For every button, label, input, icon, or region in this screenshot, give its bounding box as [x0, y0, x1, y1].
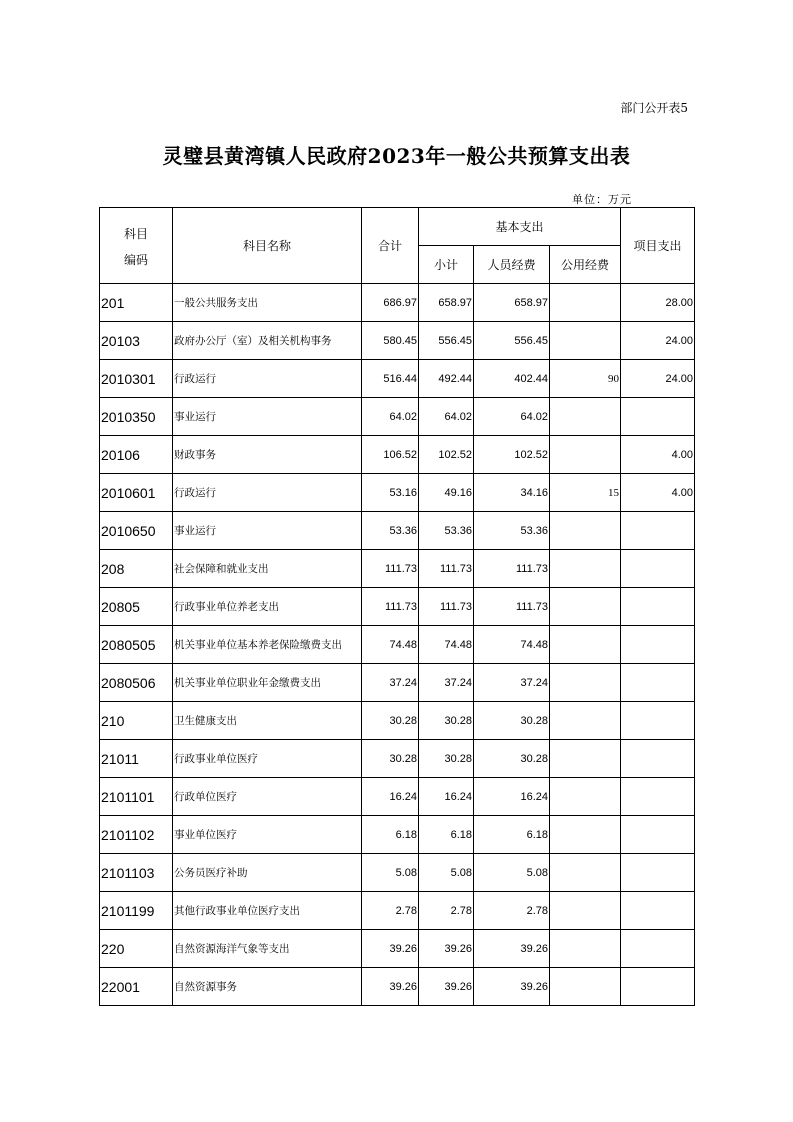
- cell-project: 24.00: [621, 322, 695, 360]
- cell-personnel: 102.52: [474, 436, 550, 474]
- cell-subtotal: 5.08: [419, 854, 474, 892]
- table-row: [100, 968, 695, 1006]
- cell-total: 39.26: [362, 968, 419, 1006]
- cell-project: [621, 854, 695, 892]
- cell-subtotal: 111.73: [419, 588, 474, 626]
- cell-project: [621, 588, 695, 626]
- cell-total: 74.48: [362, 626, 419, 664]
- cell-project: [621, 740, 695, 778]
- cell-total: 2.78: [362, 892, 419, 930]
- cell-code: 2010601: [100, 474, 173, 512]
- cell-name: 公务员医疗补助: [173, 854, 362, 892]
- cell-public: [550, 588, 621, 626]
- cell-code: 20805: [100, 588, 173, 626]
- table-row: [100, 854, 695, 892]
- header-code-line2: 编码: [123, 252, 148, 267]
- cell-public: [550, 322, 621, 360]
- cell-name: 财政事务: [173, 436, 362, 474]
- page-title: 灵璧县黄湾镇人民政府2023年一般公共预算支出表: [162, 144, 631, 168]
- cell-name: 事业单位医疗: [173, 816, 362, 854]
- table-row: [100, 436, 695, 474]
- header-code-line1: 科目: [123, 226, 148, 241]
- cell-subtotal: 658.97: [419, 284, 474, 322]
- cell-subtotal: 74.48: [419, 626, 474, 664]
- cell-code: 2010650: [100, 512, 173, 550]
- cell-name: 事业运行: [173, 512, 362, 550]
- cell-personnel: 111.73: [474, 550, 550, 588]
- cell-code: 220: [100, 930, 173, 968]
- cell-personnel: 39.26: [474, 930, 550, 968]
- cell-personnel: 37.24: [474, 664, 550, 702]
- cell-subtotal: 37.24: [419, 664, 474, 702]
- cell-public: [550, 512, 621, 550]
- cell-public: [550, 778, 621, 816]
- table-tag: 部门公开表5: [620, 101, 688, 115]
- cell-total: 53.36: [362, 512, 419, 550]
- cell-code: 2101103: [100, 854, 173, 892]
- cell-public: [550, 854, 621, 892]
- cell-personnel: 556.45: [474, 322, 550, 360]
- cell-code: 20106: [100, 436, 173, 474]
- cell-public: [550, 892, 621, 930]
- cell-total: 111.73: [362, 588, 419, 626]
- cell-code: 20103: [100, 322, 173, 360]
- budget-table: [99, 207, 695, 1006]
- cell-public: [550, 664, 621, 702]
- cell-public: 15: [550, 474, 621, 512]
- cell-name: 自然资源事务: [173, 968, 362, 1006]
- cell-project: [621, 398, 695, 436]
- cell-subtotal: 39.26: [419, 930, 474, 968]
- header-basic: 基本支出: [419, 208, 621, 246]
- cell-project: [621, 702, 695, 740]
- cell-project: [621, 930, 695, 968]
- cell-name: 行政运行: [173, 474, 362, 512]
- cell-project: 24.00: [621, 360, 695, 398]
- cell-public: [550, 930, 621, 968]
- cell-name: 机关事业单位基本养老保险缴费支出: [173, 626, 362, 664]
- cell-personnel: 402.44: [474, 360, 550, 398]
- cell-total: 37.24: [362, 664, 419, 702]
- cell-personnel: 111.73: [474, 588, 550, 626]
- cell-code: 2080506: [100, 664, 173, 702]
- cell-code: 210: [100, 702, 173, 740]
- cell-project: [621, 892, 695, 930]
- cell-personnel: 74.48: [474, 626, 550, 664]
- cell-total: 30.28: [362, 702, 419, 740]
- cell-project: [621, 778, 695, 816]
- header-total: 合计: [362, 208, 419, 284]
- table-row: [100, 626, 695, 664]
- cell-public: [550, 702, 621, 740]
- cell-personnel: 5.08: [474, 854, 550, 892]
- header-subtotal: 小计: [419, 246, 474, 284]
- header-name: 科目名称: [173, 208, 362, 284]
- table-row: [100, 360, 695, 398]
- cell-code: 208: [100, 550, 173, 588]
- cell-name: 卫生健康支出: [173, 702, 362, 740]
- cell-code: 21011: [100, 740, 173, 778]
- cell-subtotal: 111.73: [419, 550, 474, 588]
- cell-project: [621, 816, 695, 854]
- cell-subtotal: 16.24: [419, 778, 474, 816]
- cell-public: [550, 284, 621, 322]
- cell-total: 686.97: [362, 284, 419, 322]
- cell-project: [621, 626, 695, 664]
- cell-personnel: 30.28: [474, 702, 550, 740]
- cell-total: 106.52: [362, 436, 419, 474]
- cell-name: 政府办公厅（室）及相关机构事务: [173, 322, 362, 360]
- cell-subtotal: 556.45: [419, 322, 474, 360]
- cell-personnel: 6.18: [474, 816, 550, 854]
- cell-subtotal: 53.36: [419, 512, 474, 550]
- cell-subtotal: 49.16: [419, 474, 474, 512]
- cell-name: 行政事业单位医疗: [173, 740, 362, 778]
- cell-total: 39.26: [362, 930, 419, 968]
- table-row: [100, 322, 695, 360]
- cell-code: 2101101: [100, 778, 173, 816]
- table-row: [100, 892, 695, 930]
- cell-code: 2101102: [100, 816, 173, 854]
- header-code: [100, 208, 173, 284]
- cell-name: 行政单位医疗: [173, 778, 362, 816]
- table-row: [100, 930, 695, 968]
- cell-public: [550, 816, 621, 854]
- cell-project: 4.00: [621, 436, 695, 474]
- table-row: [100, 284, 695, 322]
- cell-code: 2101199: [100, 892, 173, 930]
- cell-name: 行政运行: [173, 360, 362, 398]
- cell-code: 2010350: [100, 398, 173, 436]
- header-personnel: 人员经费: [474, 246, 550, 284]
- cell-total: 16.24: [362, 778, 419, 816]
- cell-project: [621, 512, 695, 550]
- cell-total: 6.18: [362, 816, 419, 854]
- cell-public: [550, 740, 621, 778]
- cell-total: 5.08: [362, 854, 419, 892]
- cell-personnel: 34.16: [474, 474, 550, 512]
- cell-public: [550, 968, 621, 1006]
- cell-name: 社会保障和就业支出: [173, 550, 362, 588]
- table-row: [100, 740, 695, 778]
- cell-project: [621, 664, 695, 702]
- table-row: [100, 816, 695, 854]
- cell-personnel: 53.36: [474, 512, 550, 550]
- cell-name: 其他行政事业单位医疗支出: [173, 892, 362, 930]
- cell-code: 22001: [100, 968, 173, 1006]
- cell-public: [550, 550, 621, 588]
- cell-personnel: 658.97: [474, 284, 550, 322]
- cell-total: 64.02: [362, 398, 419, 436]
- cell-subtotal: 6.18: [419, 816, 474, 854]
- cell-subtotal: 102.52: [419, 436, 474, 474]
- unit-label: 单位：万元: [572, 193, 632, 206]
- cell-subtotal: 30.28: [419, 740, 474, 778]
- table-row: [100, 702, 695, 740]
- cell-code: 2080505: [100, 626, 173, 664]
- cell-project: [621, 550, 695, 588]
- cell-subtotal: 39.26: [419, 968, 474, 1006]
- cell-subtotal: 2.78: [419, 892, 474, 930]
- cell-project: 28.00: [621, 284, 695, 322]
- cell-total: 111.73: [362, 550, 419, 588]
- cell-total: 516.44: [362, 360, 419, 398]
- cell-name: 机关事业单位职业年金缴费支出: [173, 664, 362, 702]
- table-row: [100, 664, 695, 702]
- cell-personnel: 30.28: [474, 740, 550, 778]
- cell-total: 580.45: [362, 322, 419, 360]
- cell-personnel: 39.26: [474, 968, 550, 1006]
- table-row: [100, 474, 695, 512]
- cell-total: 53.16: [362, 474, 419, 512]
- cell-personnel: 64.02: [474, 398, 550, 436]
- table-row: [100, 550, 695, 588]
- cell-public: 90: [550, 360, 621, 398]
- header-public: 公用经费: [550, 246, 621, 284]
- table-row: [100, 778, 695, 816]
- cell-name: 事业运行: [173, 398, 362, 436]
- cell-project: 4.00: [621, 474, 695, 512]
- table-row: [100, 588, 695, 626]
- cell-public: [550, 398, 621, 436]
- cell-subtotal: 64.02: [419, 398, 474, 436]
- cell-name: 行政事业单位养老支出: [173, 588, 362, 626]
- cell-code: 2010301: [100, 360, 173, 398]
- cell-subtotal: 30.28: [419, 702, 474, 740]
- cell-personnel: 16.24: [474, 778, 550, 816]
- table-row: [100, 512, 695, 550]
- cell-public: [550, 626, 621, 664]
- cell-name: 自然资源海洋气象等支出: [173, 930, 362, 968]
- cell-project: [621, 968, 695, 1006]
- table-row: [100, 398, 695, 436]
- cell-total: 30.28: [362, 740, 419, 778]
- header-project: 项目支出: [621, 208, 695, 284]
- cell-code: 201: [100, 284, 173, 322]
- cell-subtotal: 492.44: [419, 360, 474, 398]
- cell-public: [550, 436, 621, 474]
- cell-name: 一般公共服务支出: [173, 284, 362, 322]
- cell-personnel: 2.78: [474, 892, 550, 930]
- header-row-1: [100, 208, 695, 246]
